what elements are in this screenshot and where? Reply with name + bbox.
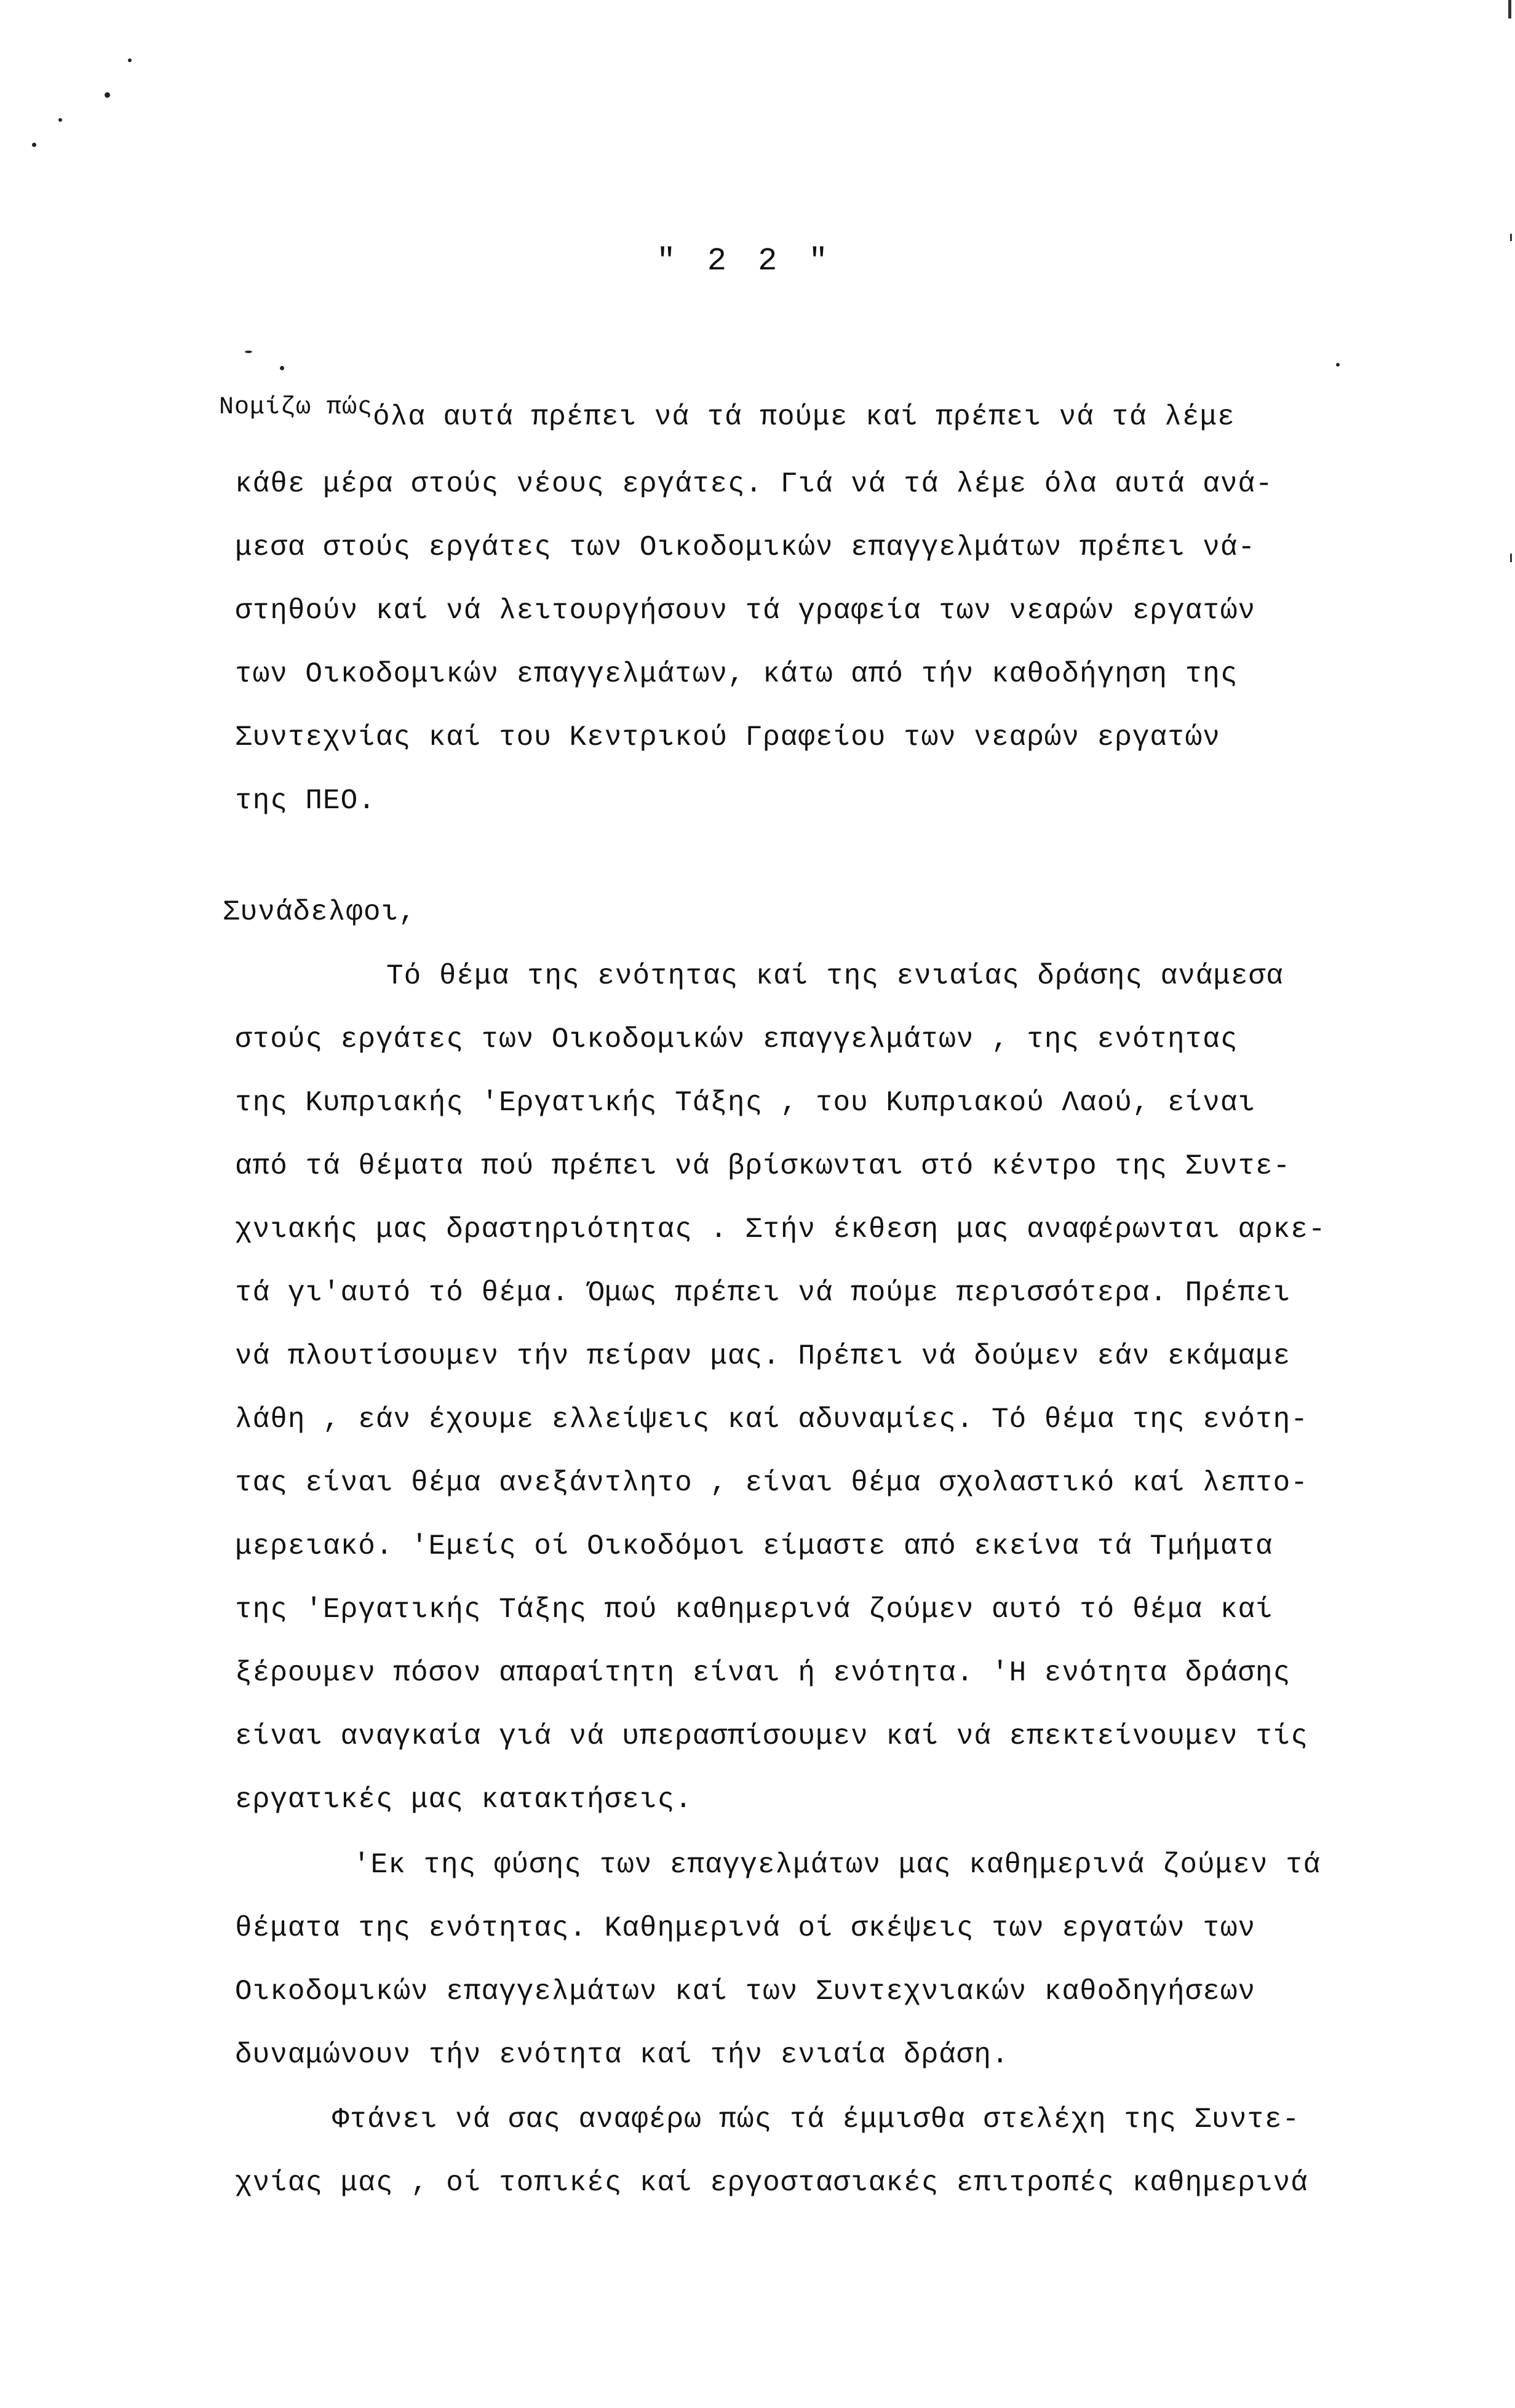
- text-line-lead: Νομίζω πώς: [219, 394, 373, 421]
- scan-speck: [58, 118, 62, 122]
- scan-speck: [105, 92, 110, 98]
- text-line: ξέρουμεν πόσον απαραίτητη είναι ή ενότητα. 'Η ενότητα δράσης: [235, 1657, 1291, 1689]
- text-line: 'Εκ της φύσης των επαγγελμάτων μας καθημερινά ζούμεν τά: [353, 1849, 1321, 1881]
- text-line: τας είναι θέμα ανεξάντλητο , είναι θέμα σχολαστικό καί λεπτο-: [235, 1467, 1308, 1499]
- text-line: των Οικοδομικών επαγγελμάτων, κάτω από τήν καθοδήγηση της: [235, 658, 1238, 690]
- scan-speck: [32, 143, 36, 147]
- text-line: είναι αναγκαία γιά νά υπερασπίσουμεν καί νά επεκτείνουμεν τίς: [235, 1720, 1308, 1752]
- text-line: νά πλουτίσουμεν τήν πείραν μας. Πρέπει νά δούμεν εάν εκάμαμε: [235, 1340, 1291, 1372]
- text-line: κάθε μέρα στούς νέους εργάτες. Γιά νά τά λέμε όλα αυτά ανά-: [235, 468, 1273, 500]
- text-line: Τό θέμα της ενότητας καί της ενιαίας δράσης ανάμεσα: [386, 960, 1284, 992]
- text-line: μερειακό. 'Εμείς οί Οικοδόμοι είμαστε από εκείνα τά Τμήματα: [235, 1530, 1273, 1562]
- text-line: δυναμώνουν τήν ενότητα καί τήν ενιαία δράση.: [235, 2039, 1009, 2071]
- page-number: " 2 2 ": [656, 243, 834, 279]
- scan-speck: [280, 366, 284, 370]
- text-line: της ΠΕΟ.: [235, 785, 376, 817]
- text-line: εργατικές μας κατακτήσεις.: [235, 1784, 693, 1816]
- text-line: Οικοδομικών επαγγελμάτων καί των Συντεχνιακών καθοδηγήσεων: [235, 1976, 1256, 2008]
- text-line: Φτάνει νά σας αναφέρω πώς τά έμμισθα στελέχη της Συντε-: [332, 2104, 1300, 2136]
- text-line: μεσα στούς εργάτες των Οικοδομικών επαγγελμάτων πρέπει νά-: [235, 531, 1256, 563]
- text-line: λάθη , εάν έχουμε ελλείψεις καί αδυναμίες. Τό θέμα της ενότη-: [235, 1404, 1308, 1436]
- scan-edge-mark: [1508, 0, 1511, 18]
- text-line: χνίας μας , οί τοπικές καί εργοστασιακές επιτροπές καθημερινά: [235, 2167, 1308, 2199]
- text-line: θέματα της ενότητας. Καθημερινά οί σκέψεις των εργατών των: [235, 1912, 1256, 1944]
- scan-speck: [245, 351, 252, 353]
- salutation: Συνάδελφοι,: [223, 896, 416, 928]
- scan-edge-mark: [1510, 554, 1512, 562]
- text-line: τά γι'αυτό τό θέμα. Όμως πρέπει νά πούμε περισσότερα. Πρέπει: [235, 1277, 1291, 1309]
- text-line: στούς εργάτες των Οικοδομικών επαγγελμάτων , της ενότητας: [235, 1023, 1238, 1055]
- text-line: στηθούν καί νά λειτουργήσουν τά γραφεία των νεαρών εργατών: [235, 595, 1256, 627]
- text-line: [219, 394, 1235, 435]
- scan-edge-mark: [1510, 234, 1512, 241]
- text-line: Συντεχνίας καί του Κεντρικού Γραφείου των νεαρών εργατών: [235, 721, 1220, 753]
- text-line: της Κυπριακής 'Εργατικής Τάξης , του Κυπριακού Λαού, είναι: [235, 1087, 1256, 1119]
- text-line: χνιακής μας δραστηριότητας . Στήν έκθεση μας αναφέρωνται αρκε-: [235, 1214, 1326, 1246]
- scan-speck: [1336, 363, 1340, 367]
- text-line: από τά θέματα πού πρέπει νά βρίσκωνται στό κέντρο της Συντε-: [235, 1150, 1291, 1182]
- scan-speck: [128, 58, 132, 62]
- text-line-content: όλα αυτά πρέπει νά τά πούμε καί πρέπει νά τά λέμε: [373, 401, 1235, 433]
- text-line: της 'Εργατικής Τάξης πού καθημερινά ζούμεν αυτό τό θέμα καί: [235, 1594, 1273, 1626]
